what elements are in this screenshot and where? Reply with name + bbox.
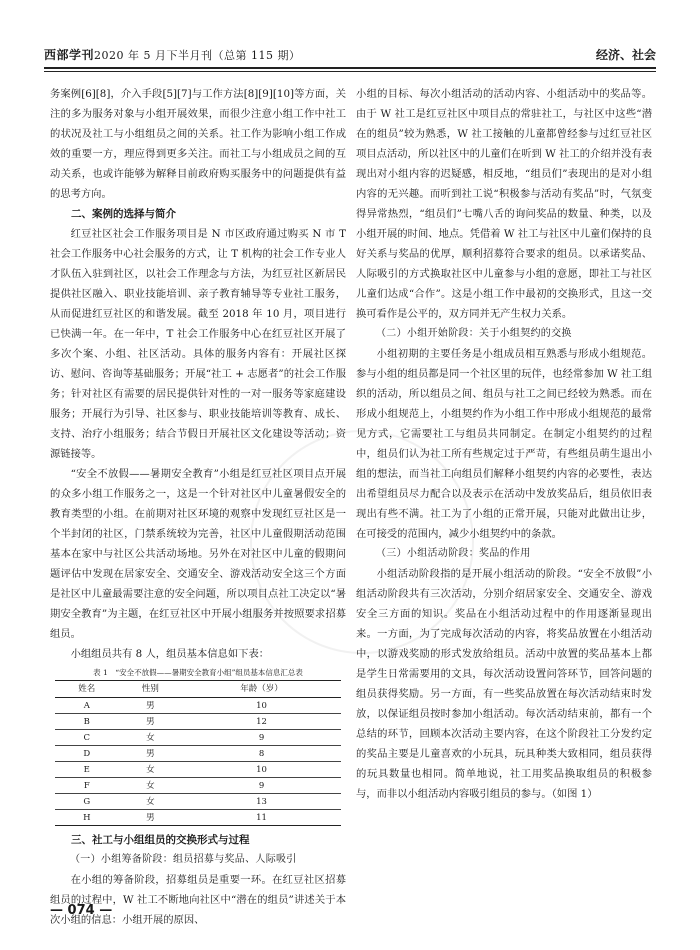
section-heading: 三、社工与小组组员的交换形式与过程 (71, 834, 250, 846)
table-cell: G (55, 794, 119, 810)
paragraph: 小组组员共有 8 人，组员基本信息如下表： (70, 648, 270, 660)
table-cell: 女 (119, 730, 183, 746)
journal-name: 西部学刊 (44, 48, 95, 62)
subsection-heading: （二）小组开始阶段：关于小组契约的交换 (376, 328, 572, 339)
subsection-heading: （一）小组筹备阶段：组员招募与奖品、人际吸引 (70, 854, 297, 865)
table-cell: H (55, 810, 119, 826)
table-header-cell: 姓名 (55, 681, 119, 698)
table-cell: 11 (182, 810, 341, 826)
table-caption: 表 1 “安全不放假——暑期安全教育小组”组员基本信息汇总表 (93, 668, 303, 677)
issue-info: 2020 年 5 月下半月刊（总第 115 期） (94, 49, 301, 62)
paragraph: 小组的目标、每次小组活动的活动内容、小组活动中的奖品等。由于 W 社工是红豆社区中项目点的常驻社工，与社区中这些“潜在的组员”较为熟悉，W 社工接触的儿童都曾经参与过红豆社区项目点活动，所以社区中的儿童们在听到 W 社工的介绍并没有表现出对小组内容的迟疑感，相反地，“组员们”表现出的是对小组内容的无兴趣。而听到社工说“积极参与活动有奖品”时，气氛变得异常热烈，“组员们”七嘴八舌的询问奖品的数量、种类，以及小组开展的时间、地点。凭借着 W 社工与社区中儿童们保持的良好关系与奖品的优厚，顺利招募符合要求的组员。以承诺奖品、人际吸引的方式换取社区中儿童参与小组的意愿，即社工与社区儿童们达成“合作”。这是小组工作中最初的交换形式，且这一交换可看作是公平的，双方同并无产生权力关系。 (356, 88, 652, 320)
paragraph: “安全不放假——暑期安全教育”小组是红豆社区项目点开展的众多小组工作服务之一，这是一个针对社区中儿童暑假安全的教育类型的小组。在前期对社区环境的观察中发现红豆社区是一个半封闭的社区，门禁系统较为完善，社区中儿童假期活动范围基本在家中与社区公共活动场地。另外在对社区中儿童的假期问题评估中发现在居家安全、交通安全、游戏活动安全这三个方面是社区中儿童最需要注意的安全问题，所以项目点社工决定以“暑期安全教育”为主题，在红豆社区中开展小组服务并按照要求招募组员。 (50, 468, 346, 640)
paragraph: 在小组的筹备阶段，招募组员是重要一环。在红豆社区招募组员的过程中，W 社工不断地向社区中“潜在的组员”讲述关于本次小组的信息：小组开展的原因、 (50, 874, 346, 926)
table-row (55, 794, 341, 810)
paragraph: 务案例[6][8]，介入手段[5][7]与工作方法[8][9][10]等方面，关注的多为服务对象与小组开展效果，而很少注意小组工作中社工的状况及社工与小组组员之间的关系。社工作为影响小组工作成效的重要一方，理应得到更多关注。而社工与小组成员之间的互动关系，也或许能够为解释目前政府购买服务中的问题提供有益的思考方向。 (50, 88, 346, 200)
table-row (55, 762, 341, 778)
header-rule (44, 67, 656, 69)
table-cell: 9 (182, 730, 341, 746)
table-header-row (55, 681, 341, 698)
table-cell: 10 (182, 762, 341, 778)
table-cell: B (55, 714, 119, 730)
subsection-heading: （三）小组活动阶段：奖品的作用 (376, 548, 531, 559)
page-header (44, 44, 656, 68)
header-rule-thin (44, 71, 656, 72)
table-cell: 10 (182, 698, 341, 714)
table-cell: D (55, 746, 119, 762)
table-cell: 13 (182, 794, 341, 810)
table-cell: F (55, 778, 119, 794)
paragraph: 红豆社区社会工作服务项目是 N 市区政府通过购买 N 市 T 社会工作服务中心社会服务的方式，让 T 机构的社会工作专业人才队伍入驻到社区，以社会工作理念与方法，为红豆社区新居民提供社区融入、职业技能培训、亲子教育辅导等专业社工服务，从而促进红豆社区的和谐发展。截至 2018 年 10 月，项目进行已快满一年。在一年中，T 社会工作服务中心在红豆社区开展了多次个案、小组、社区活动。具体的服务内容有：开展社区探访、慰问、咨询等基础服务；开展“社工 + 志愿者”的社会工作服务；针对社区有需要的居民提供针对性的一对一服务等家庭建设服务；开展行为引导、社区参与、职业技能培训等教育、成长、支持、治疗小组服务；结合节假日开展社区文化建设等活动；资源链接等。 (50, 228, 346, 460)
table-cell: 12 (182, 714, 341, 730)
table-header-cell: 年龄（岁） (182, 681, 341, 698)
table-cell: 女 (119, 778, 183, 794)
left-column (50, 84, 346, 930)
section-name: 经济、社会 (595, 48, 656, 62)
table-cell: 8 (182, 746, 341, 762)
table-header-cell: 性别 (119, 681, 183, 698)
table-cell: C (55, 730, 119, 746)
page-number: — 074 — (50, 903, 113, 918)
paragraph: 小组活动阶段指的是开展小组活动的阶段。“安全不放假”小组活动阶段共有三次活动，分别介绍居家安全、交通安全、游戏安全三方面的知识。奖品在小组活动过程中的作用逐渐显现出来。一方面，为了完成每次活动的内容，将奖品放置在小组活动中，以游戏奖励的形式发放给组员。活动中放置的奖品基本上都是学生日常需要用的文具，每次活动设置问答环节，回答问题的组员获得奖励。另一方面，有一些奖品放置在每次活动结束时发放，以保证组员按时参加小组活动。每次活动结束前，都有一个总结的环节，回顾本次活动主要内容，在这个阶段社工分发约定的奖品主要是儿童喜欢的小玩具，玩具种类大致相同，组员获得的玩具数量也相同。简单地说，社工用奖品换取组员的积极参与，而非以小组活动内容吸引组员的参与。（如图 1） (356, 568, 652, 800)
table-cell: 男 (119, 746, 183, 762)
paragraph: 小组初期的主要任务是小组成员相互熟悉与形成小组规范。参与小组的组员都是同一个社区里的玩伴，也经常参加 W 社工组织的活动，所以组员之间、组员与社工之间已经较为熟悉。而在形成小组规范上，小组契约作为小组工作中形成小组规范的最常见方式，它需要社工与组员共同制定。在制定小组契约的过程中，组员们认为社工所有些规定过于严苛，有些组员萌生退出小组的想法，而当社工向组员们解释小组契约内容的必要性，表达出希望组员尽力配合以及表示在活动中发放奖品后，组员依旧表现出有些不满。社工为了小组的正常开展，只能对此做出让步，在可接受的范围内，减少小组契约中的条款。 (356, 348, 652, 540)
section-heading: 二、案例的选择与简介 (71, 208, 176, 220)
table-row (55, 746, 341, 762)
table-row (55, 810, 341, 826)
journal-title (44, 46, 301, 63)
table-row (55, 778, 341, 794)
table-row (55, 698, 341, 714)
table-cell: A (55, 698, 119, 714)
table-cell: 男 (119, 698, 183, 714)
table-cell: E (55, 762, 119, 778)
table-cell: 女 (119, 762, 183, 778)
table-row (55, 730, 341, 746)
member-table (55, 680, 341, 826)
table-cell: 女 (119, 794, 183, 810)
table-cell: 男 (119, 714, 183, 730)
table-row (55, 714, 341, 730)
table-cell: 9 (182, 778, 341, 794)
right-column (356, 84, 652, 804)
table-cell: 男 (119, 810, 183, 826)
